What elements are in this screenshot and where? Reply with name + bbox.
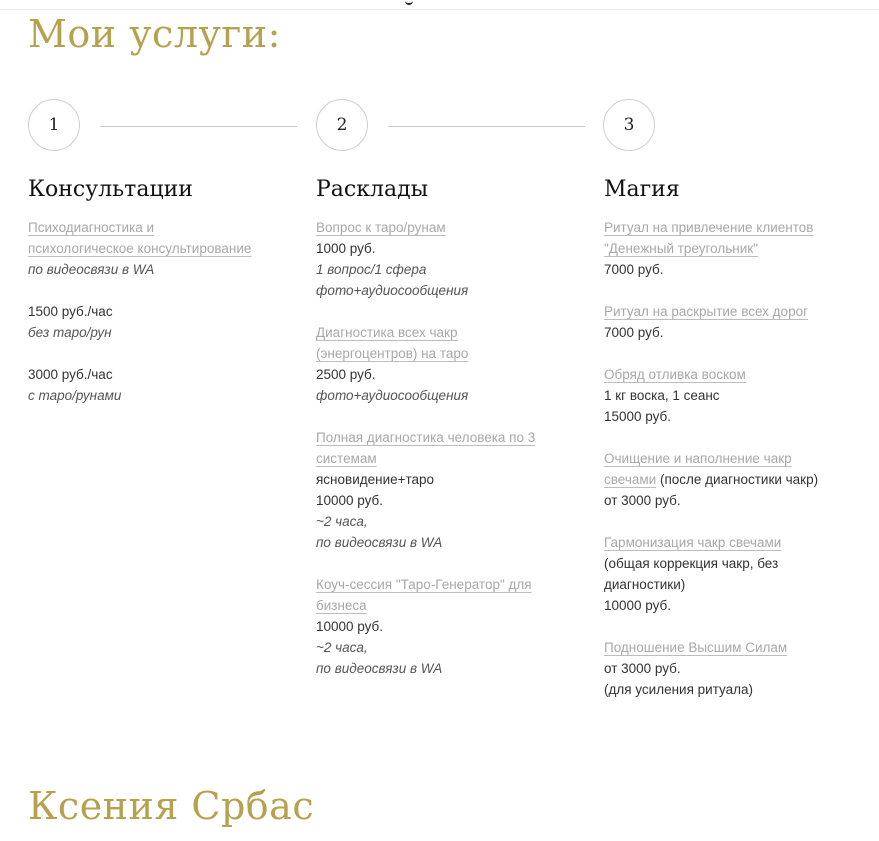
service-detail: 1500 руб./час xyxy=(28,304,113,319)
column-title: Магия xyxy=(604,177,680,202)
service-link[interactable]: Вопрос к таро/рунам xyxy=(316,220,446,235)
service-line xyxy=(604,553,818,574)
service-link[interactable]: Гармонизация чакр свечами xyxy=(604,535,782,550)
service-note: по видеосвязи в WA xyxy=(28,262,155,277)
service-line xyxy=(316,595,535,616)
service-item xyxy=(604,448,818,511)
service-detail: (для усиления ритуала) xyxy=(604,682,754,697)
service-detail: 10000 руб. xyxy=(316,619,384,634)
service-line xyxy=(28,385,251,406)
service-line xyxy=(316,469,535,490)
service-link[interactable]: (энергоцентров) на таро xyxy=(316,346,469,361)
service-detail: от 3000 руб. xyxy=(604,661,681,676)
service-detail: (общая коррекция чакр, без xyxy=(604,556,779,571)
service-line xyxy=(28,322,251,343)
service-line xyxy=(316,448,535,469)
service-item xyxy=(604,364,818,427)
service-line xyxy=(316,637,535,658)
service-line xyxy=(604,637,818,658)
header-menu-mark xyxy=(405,0,413,5)
column-title: Консультации xyxy=(28,177,193,202)
service-link[interactable]: свечами xyxy=(604,472,657,487)
service-line xyxy=(316,217,535,238)
service-detail: 1 кг воска, 1 сеанс xyxy=(604,388,720,403)
service-detail: 10000 руб. xyxy=(604,598,672,613)
service-line xyxy=(28,301,251,322)
service-link[interactable]: Полная диагностика человека по 3 xyxy=(316,430,536,445)
service-line xyxy=(28,238,251,259)
service-link[interactable]: системам xyxy=(316,451,377,466)
service-line xyxy=(316,280,535,301)
service-line xyxy=(604,679,818,700)
service-note: без таро/рун xyxy=(28,325,112,340)
service-line xyxy=(604,301,818,322)
service-detail: 7000 руб. xyxy=(604,325,664,340)
service-line xyxy=(316,238,535,259)
service-line xyxy=(28,217,251,238)
services-column-magic xyxy=(604,175,818,721)
service-detail: 2500 руб. xyxy=(316,367,376,382)
service-line xyxy=(604,238,818,259)
services-column-consultations xyxy=(28,175,251,427)
service-note: ~2 часа, xyxy=(316,514,368,529)
service-note: 1 вопрос/1 сфера xyxy=(316,262,427,277)
service-note: с таро/рунами xyxy=(28,388,122,403)
service-item xyxy=(604,217,818,280)
step-2-circle: 2 xyxy=(316,99,368,151)
service-line xyxy=(604,385,818,406)
service-note: по видеосвязи в WA xyxy=(316,661,443,676)
service-link[interactable]: "Денежный треугольник" xyxy=(604,241,758,256)
service-item xyxy=(604,637,818,700)
service-line xyxy=(604,217,818,238)
service-detail: 7000 руб. xyxy=(604,262,664,277)
service-item xyxy=(604,532,818,616)
service-link[interactable]: Ритуал на привлечение клиентов xyxy=(604,220,814,235)
service-link[interactable]: Психодиагностика и xyxy=(28,220,155,235)
service-link[interactable]: Коуч-сессия "Таро-Генератор" для xyxy=(316,577,532,592)
service-line xyxy=(604,322,818,343)
step-connector-2 xyxy=(388,126,585,127)
service-note: фото+аудиосообщения xyxy=(316,388,469,403)
service-detail: ясновидение+таро xyxy=(316,472,435,487)
service-line xyxy=(604,259,818,280)
service-note: фото+аудиосообщения xyxy=(316,283,469,298)
service-line xyxy=(604,574,818,595)
service-line xyxy=(316,532,535,553)
service-line xyxy=(604,532,818,553)
service-line xyxy=(316,490,535,511)
step-3-circle: 3 xyxy=(603,99,655,151)
service-detail: 10000 руб. xyxy=(316,493,384,508)
service-detail: диагностики) xyxy=(604,577,686,592)
service-line xyxy=(316,364,535,385)
service-line xyxy=(316,322,535,343)
service-line xyxy=(28,259,251,280)
service-detail: 15000 руб. xyxy=(604,409,672,424)
service-link[interactable]: Подношение Высшим Силам xyxy=(604,640,788,655)
service-item xyxy=(28,301,251,343)
service-line xyxy=(604,469,818,490)
service-item xyxy=(316,574,535,679)
service-line xyxy=(28,364,251,385)
service-line xyxy=(316,511,535,532)
column-title: Расклады xyxy=(316,177,429,202)
service-item xyxy=(28,364,251,406)
service-link[interactable]: Обряд отливка воском xyxy=(604,367,746,382)
page-title: Мои услуги: xyxy=(28,12,281,56)
author-name-heading: Ксения Србас xyxy=(28,784,315,828)
service-line xyxy=(316,427,535,448)
service-line xyxy=(316,616,535,637)
service-detail: 1000 руб. xyxy=(316,241,376,256)
services-column-readings xyxy=(316,175,535,700)
service-link[interactable]: Диагностика всех чакр xyxy=(316,325,458,340)
service-line xyxy=(604,595,818,616)
service-item xyxy=(316,217,535,301)
service-item xyxy=(316,427,535,553)
service-line xyxy=(604,364,818,385)
service-detail: 3000 руб./час xyxy=(28,367,113,382)
service-line xyxy=(316,385,535,406)
service-link[interactable]: Очищение и наполнение чакр xyxy=(604,451,792,466)
service-line xyxy=(604,658,818,679)
header-divider xyxy=(0,9,879,10)
service-line xyxy=(316,259,535,280)
service-line xyxy=(316,658,535,679)
service-line xyxy=(604,490,818,511)
service-note: ~2 часа, xyxy=(316,640,368,655)
service-line xyxy=(604,406,818,427)
service-detail: (после диагностики чакр) xyxy=(656,472,819,487)
service-detail: от 3000 руб. xyxy=(604,493,681,508)
service-item xyxy=(316,322,535,406)
service-note: по видеосвязи в WA xyxy=(316,535,443,550)
step-1-circle: 1 xyxy=(28,99,80,151)
service-item xyxy=(604,301,818,343)
service-link[interactable]: психологическое консультирование xyxy=(28,241,252,256)
service-item xyxy=(28,217,251,280)
service-line xyxy=(316,574,535,595)
service-link[interactable]: Ритуал на раскрытие всех дорог xyxy=(604,304,809,319)
step-connector-1 xyxy=(100,126,297,127)
service-line xyxy=(316,343,535,364)
service-line xyxy=(604,448,818,469)
service-link[interactable]: бизнеса xyxy=(316,598,367,613)
